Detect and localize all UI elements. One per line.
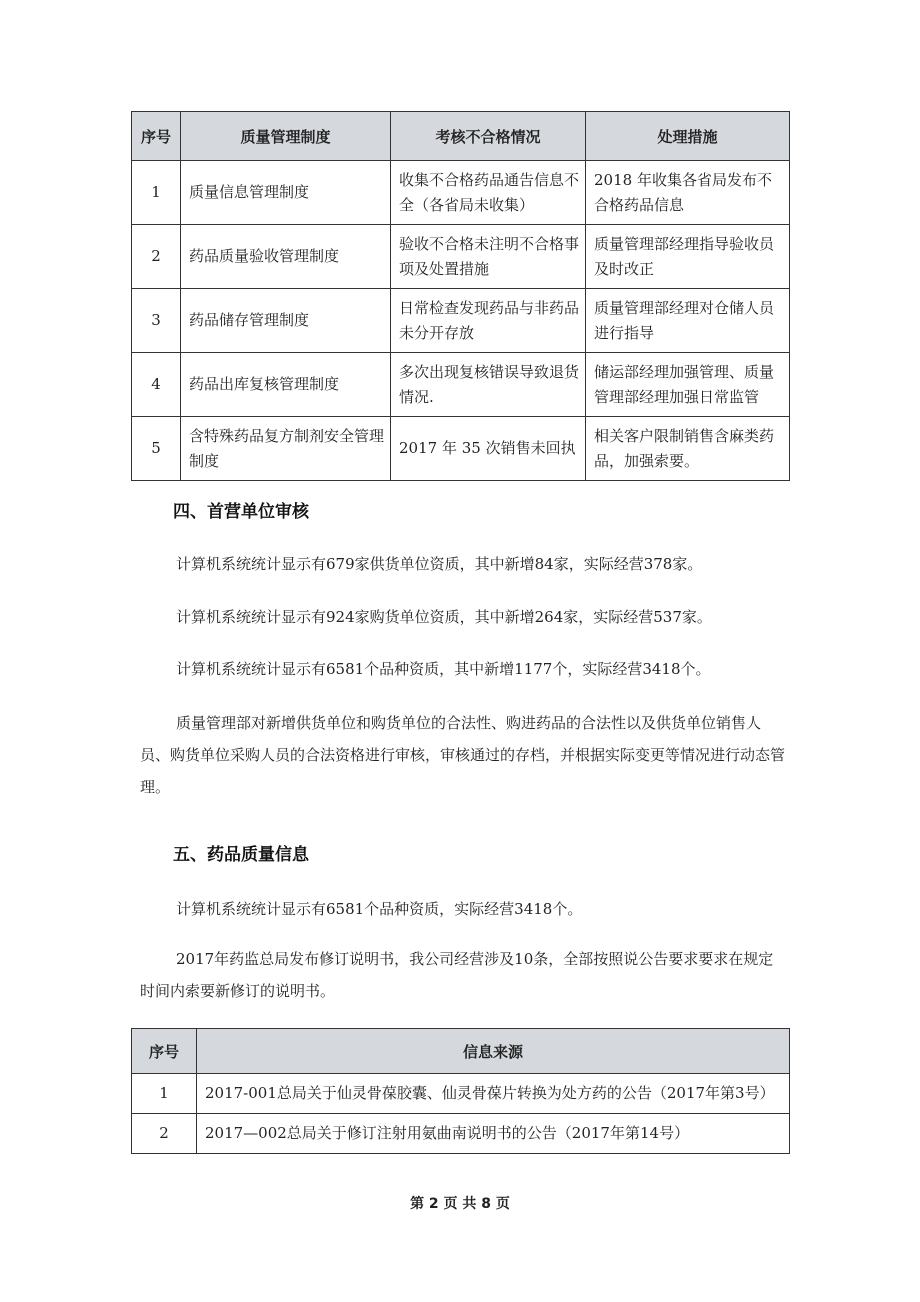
paragraph: 2017年药监总局发布修订说明书，我公司经营涉及10条，全部按照说公告要求要求在规定时间内索要新修订的说明书。 — [140, 950, 774, 1000]
row-number: 1 — [132, 161, 181, 225]
row-number: 4 — [132, 353, 181, 417]
section-heading-5: 五、药品质量信息 — [173, 845, 309, 865]
col-header-no: 序号 — [132, 112, 181, 161]
table-row — [132, 225, 790, 289]
quality-system-table — [131, 111, 790, 481]
row-number: 5 — [132, 417, 181, 481]
issue-text: 收集不合格药品通告信息不全（各省局未收集） — [391, 161, 586, 225]
table-header-row — [132, 112, 790, 161]
measure-text: 2018 年收集各省局发布不合格药品信息 — [586, 161, 790, 225]
source-text: 2017-001总局关于仙灵骨葆胶囊、仙灵骨葆片转换为处方药的公告（2017年第3号） — [197, 1074, 790, 1114]
row-number: 1 — [132, 1074, 197, 1114]
measure-text: 质量管理部经理指导验收员及时改正 — [586, 225, 790, 289]
system-name: 药品出库复核管理制度 — [181, 353, 391, 417]
system-name: 药品质量验收管理制度 — [181, 225, 391, 289]
col-header-source: 信息来源 — [197, 1029, 790, 1074]
paragraph: 计算机系统统计显示有679家供货单位资质，其中新增84家，实际经营378家。 — [176, 555, 703, 573]
col-header-no: 序号 — [132, 1029, 197, 1074]
source-text: 2017—002总局关于修订注射用氨曲南说明书的公告（2017年第14号） — [197, 1114, 790, 1154]
col-header-measure: 处理措施 — [586, 112, 790, 161]
measure-text: 储运部经理加强管理、质量管理部经理加强日常监管 — [586, 353, 790, 417]
table-row — [132, 353, 790, 417]
paragraph: 质量管理部对新增供货单位和购货单位的合法性、购进药品的合法性以及供货单位销售人员、购货单位采购人员的合法资格进行审核，审核通过的存档，并根据实际变更等情况进行动态管理。 — [140, 714, 786, 796]
table-row — [132, 161, 790, 225]
info-source-table — [131, 1028, 790, 1154]
system-name: 药品储存管理制度 — [181, 289, 391, 353]
issue-text: 日常检查发现药品与非药品未分开存放 — [391, 289, 586, 353]
table-row — [132, 417, 790, 481]
issue-text: 多次出现复核错误导致退货情况. — [391, 353, 586, 417]
system-name: 含特殊药品复方制剂安全管理制度 — [181, 417, 391, 481]
issue-text: 验收不合格未注明不合格事项及处置措施 — [391, 225, 586, 289]
table-row — [132, 289, 790, 353]
section-heading-4: 四、首营单位审核 — [173, 502, 309, 522]
col-header-issue: 考核不合格情况 — [391, 112, 586, 161]
system-name: 质量信息管理制度 — [181, 161, 391, 225]
measure-text: 相关客户限制销售含麻类药品，加强索要。 — [586, 417, 790, 481]
row-number: 2 — [132, 225, 181, 289]
page-footer: 第 2 页 共 8 页 — [410, 1196, 510, 1212]
paragraph: 计算机系统统计显示有6581个品种资质，实际经营3418个。 — [176, 900, 583, 918]
measure-text: 质量管理部经理对仓储人员进行指导 — [586, 289, 790, 353]
table-row — [132, 1114, 790, 1154]
table-header-row — [132, 1029, 790, 1074]
row-number: 2 — [132, 1114, 197, 1154]
paragraph: 计算机系统统计显示有6581个品种资质，其中新增1177个，实际经营3418个。 — [176, 660, 711, 678]
issue-text: 2017 年 35 次销售未回执 — [391, 417, 586, 481]
col-header-system: 质量管理制度 — [181, 112, 391, 161]
row-number: 3 — [132, 289, 181, 353]
table-row — [132, 1074, 790, 1114]
paragraph: 计算机系统统计显示有924家购货单位资质，其中新增264家，实际经营537家。 — [176, 608, 712, 626]
